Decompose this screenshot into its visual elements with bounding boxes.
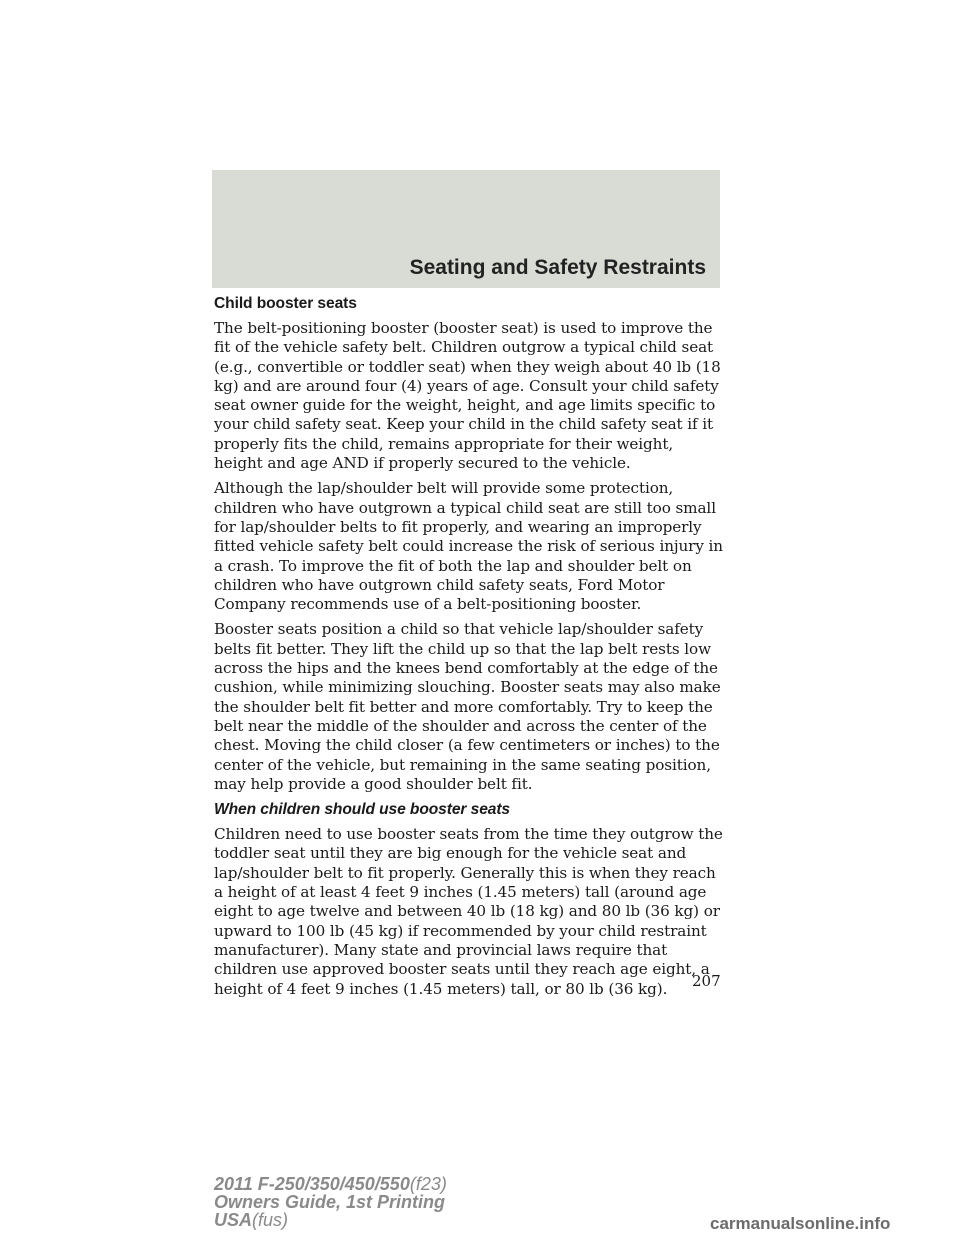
- footer-line-market: [214, 1211, 447, 1229]
- heading-when-to-use-boosters: When children should use booster seats: [214, 801, 510, 819]
- page-content: [214, 294, 726, 1005]
- footer-model-code: (f23): [409, 1174, 447, 1194]
- footer-model: 2011 F-250/350/450/550: [214, 1174, 410, 1194]
- footer-line-model: [214, 1175, 447, 1193]
- section-title: Seating and Safety Restraints: [409, 256, 706, 279]
- footer-market-code: (fus): [252, 1210, 289, 1230]
- footer-market: USA: [214, 1210, 253, 1230]
- paragraph-lap-shoulder-belt: Although the lap/shoulder belt will provide some protection, children who have outgrown a typical child seat are still too small for lap/shoulder belts to fit properly, and wearing an improperly fitted vehicle safety belt could increase the risk of serious injury in a crash. To improve the fit of both the lap and shoulder belt on children who have outgrown child safety seats, Ford Motor Company recommends use of a belt-positioning booster.: [214, 479, 723, 614]
- footer-line-printing: [214, 1193, 447, 1211]
- heading-child-booster-seats: Child booster seats: [214, 295, 357, 312]
- watermark: carmanualsonline.info: [710, 1214, 891, 1233]
- footer-printing: Owners Guide, 1st Printing: [214, 1192, 446, 1212]
- page-number: 207: [692, 972, 721, 990]
- paragraph-when-to-use: Children need to use booster seats from the time they outgrow the toddler seat until they are big enough for the vehicle seat and lap/shoulder belt to fit properly. Generally this is when they reach a height of at least 4 feet 9 inches (1.45 meters) tall (around age eight to age twelve and between 40 lb (18 kg) and 80 lb (36 kg) or upward to 100 lb (45 kg) if recommended by your child restraint manufacturer). Many state and provincial laws require that children use approved booster seats until they reach age eight, a height of 4 feet 9 inches (1.45 meters) tall, or 80 lb (36 kg).: [214, 825, 723, 998]
- section-header-band: [212, 170, 720, 288]
- paragraph-booster-intro: The belt-positioning booster (booster seat) is used to improve the fit of the vehicle safety belt. Children outgrow a typical child seat (e.g., convertible or toddler seat) when they weigh about 40 lb (18 kg) and are around four (4) years of age. Consult your child safety seat owner guide for the weight, height, and age limits specific to your child safety seat. Keep your child in the child safety seat if it properly fits the child, remains appropriate for their weight, height and age AND if properly secured to the vehicle.: [214, 319, 721, 473]
- print-footer: [214, 1175, 447, 1229]
- paragraph-booster-position: Booster seats position a child so that vehicle lap/shoulder safety belts fit better. They lift the child up so that the lap belt rests low across the hips and the knees bend comfortably at the edge of the cushion, while minimizing slouching. Booster seats may also make the shoulder belt fit better and more comfortably. Try to keep the belt near the middle of the shoulder and across the center of the chest. Moving the child closer (a few centimeters or inches) to the center of the vehicle, but remaining in the same seating position, may help provide a good shoulder belt fit.: [214, 620, 721, 793]
